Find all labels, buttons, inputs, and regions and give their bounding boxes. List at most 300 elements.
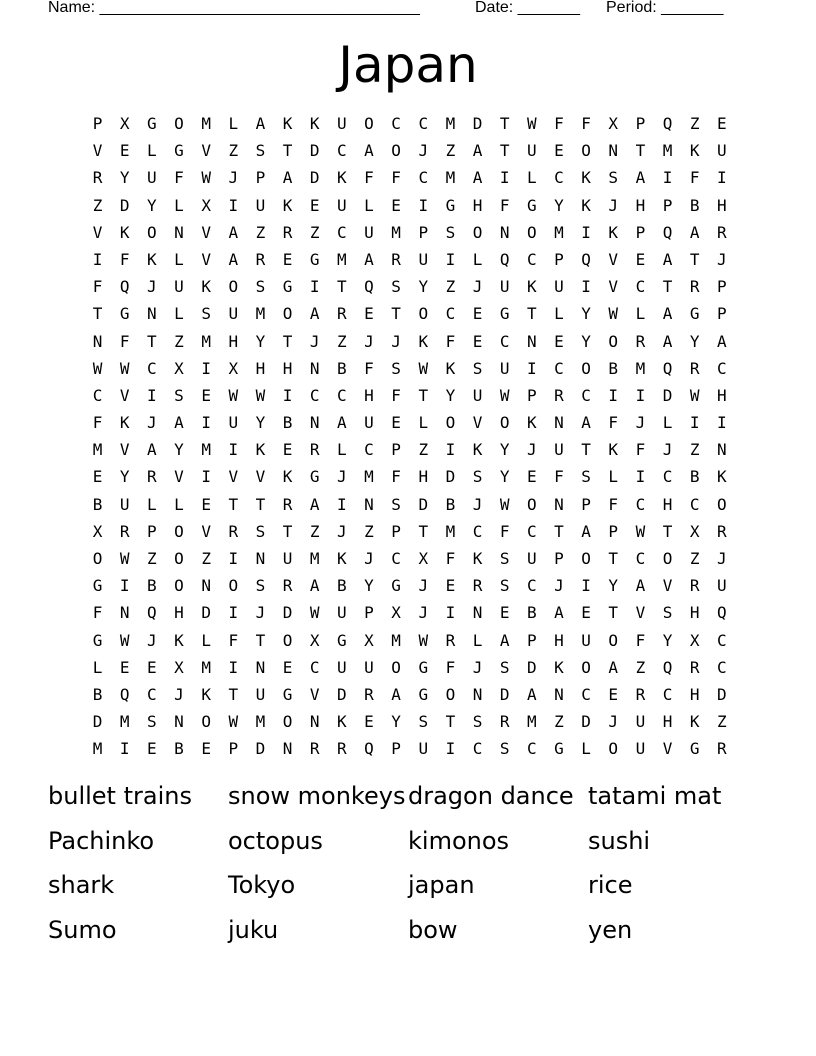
grid-letter: J [527, 440, 537, 460]
grid-letter: C [581, 385, 591, 405]
grid-letter: J [147, 630, 157, 650]
grid-letter: A [716, 331, 727, 351]
grid-row [84, 246, 735, 273]
grid-letter: T [418, 521, 429, 541]
grid-letter: Y [608, 576, 619, 596]
grid-letter: L [201, 630, 211, 650]
grid-letter: A [581, 521, 591, 541]
grid-letter: W [255, 385, 266, 405]
grid-letter: B [174, 739, 184, 759]
grid-letter: Y [581, 304, 591, 324]
grid-letter: Y [364, 576, 374, 596]
grid-row [84, 382, 735, 409]
grid-letter: W [201, 168, 211, 188]
grid-letter: M [445, 168, 456, 188]
grid-row [84, 627, 735, 654]
grid-letter: O [527, 494, 537, 514]
grid-letter: F [554, 114, 564, 133]
grid-letter: Q [364, 739, 374, 759]
grid-letter: J [147, 277, 157, 297]
grid-letter: G [337, 630, 347, 650]
grid-letter: O [418, 304, 429, 324]
grid-letter: V [608, 277, 619, 297]
grid-letter: B [92, 494, 103, 514]
grid-letter: R [147, 467, 157, 487]
grid-letter: J [364, 331, 374, 351]
grid-letter: X [689, 521, 700, 541]
grid-letter: P [228, 739, 239, 759]
grid-letter: N [174, 222, 184, 242]
grid-letter: M [364, 467, 374, 487]
word-bank-item: kimonos [408, 826, 510, 855]
grid-letter: V [255, 467, 266, 487]
grid-letter: U [364, 413, 374, 433]
grid-letter: R [689, 657, 700, 677]
grid-letter: U [147, 168, 157, 188]
grid-letter: A [662, 249, 673, 269]
grid-letter: K [554, 657, 564, 677]
grid-letter: V [309, 684, 320, 704]
grid-letter: O [527, 222, 537, 242]
grid-letter: S [255, 576, 266, 596]
grid-letter: S [662, 603, 673, 623]
grid-letter: O [581, 549, 591, 568]
grid-letter: I [228, 195, 239, 215]
grid-letter: V [92, 222, 103, 242]
grid-letter: C [391, 114, 401, 133]
grid-letter: E [282, 657, 293, 677]
grid-row [84, 273, 735, 300]
grid-letter: S [499, 549, 510, 568]
word-bank-item: bow [408, 915, 458, 944]
grid-letter: C [472, 521, 483, 541]
grid-letter: Q [716, 603, 727, 623]
grid-letter: D [309, 141, 320, 161]
grid-letter: T [228, 684, 239, 704]
grid-letter: A [255, 114, 266, 133]
grid-letter: W [499, 385, 510, 405]
grid-letter: R [499, 712, 510, 732]
grid-letter: F [228, 630, 239, 650]
grid-letter: P [418, 222, 429, 242]
grid-letter: M [445, 521, 456, 541]
grid-letter: U [635, 739, 646, 759]
grid-letter: E [201, 739, 211, 759]
grid-letter: L [147, 494, 157, 514]
grid-letter: I [201, 467, 211, 487]
grid-row [84, 545, 735, 572]
grid-letter: G [282, 277, 293, 297]
grid-letter: D [337, 684, 347, 704]
grid-letter: T [499, 114, 510, 133]
grid-letter: K [337, 549, 347, 568]
grid-letter: I [228, 440, 239, 460]
grid-letter: Y [255, 331, 266, 351]
grid-letter: C [635, 277, 646, 297]
grid-letter: D [716, 684, 727, 704]
grid-letter: P [554, 249, 564, 269]
grid-row [84, 654, 735, 681]
grid-letter: E [309, 195, 320, 215]
grid-letter: J [472, 494, 483, 514]
grid-letter: X [174, 657, 184, 677]
grid-letter: G [499, 304, 510, 324]
grid-letter: J [608, 195, 619, 215]
grid-letter: J [418, 141, 429, 161]
word-bank-item: dragon dance [408, 782, 574, 810]
grid-letter: D [581, 712, 591, 732]
grid-letter: L [418, 413, 429, 433]
grid-letter: K [147, 249, 157, 269]
grid-letter: Y [255, 413, 266, 433]
grid-letter: C [527, 739, 537, 759]
grid-letter: F [92, 603, 103, 623]
grid-letter: F [174, 168, 184, 188]
grid-row [84, 164, 735, 191]
grid-letter: M [201, 657, 211, 677]
grid-letter: K [255, 440, 266, 460]
grid-letter: W [228, 712, 239, 732]
grid-letter: L [92, 657, 103, 677]
grid-row [84, 355, 735, 382]
grid-letter: O [499, 413, 510, 433]
grid-letter: A [228, 222, 239, 242]
grid-letter: W [119, 630, 130, 650]
grid-letter: F [635, 630, 646, 650]
grid-letter: G [174, 141, 184, 161]
grid-letter: K [174, 630, 184, 650]
grid-letter: T [92, 304, 103, 324]
grid-letter: N [472, 684, 483, 704]
grid-letter: A [472, 168, 483, 188]
grid-letter: I [581, 222, 591, 242]
grid-letter: L [364, 195, 374, 215]
grid-letter: A [364, 141, 374, 161]
grid-letter: F [364, 168, 374, 188]
grid-letter: I [445, 249, 456, 269]
grid-letter: K [445, 358, 456, 378]
grid-letter: O [92, 549, 103, 568]
grid-letter: O [608, 739, 619, 759]
grid-letter: L [337, 440, 347, 460]
grid-letter: T [581, 440, 591, 460]
grid-letter: R [716, 739, 727, 759]
grid-letter: P [391, 739, 401, 759]
grid-letter: Z [689, 114, 700, 133]
grid-letter: K [119, 413, 130, 433]
grid-letter: R [716, 521, 727, 541]
grid-letter: M [92, 739, 103, 759]
grid-letter: C [662, 467, 673, 487]
grid-letter: L [174, 195, 184, 215]
grid-letter: N [364, 494, 374, 514]
word-bank-item: sushi [588, 826, 651, 855]
grid-letter: B [282, 413, 293, 433]
grid-letter: A [608, 657, 619, 677]
grid-letter: K [201, 277, 211, 297]
grid-letter: P [92, 114, 103, 133]
grid-letter: C [92, 385, 103, 405]
grid-letter: G [418, 657, 429, 677]
grid-letter: Y [445, 385, 456, 405]
grid-letter: Z [716, 712, 727, 732]
grid-letter: S [255, 277, 266, 297]
grid-letter: X [309, 630, 320, 650]
word-bank-item: octopus [228, 826, 323, 855]
word-bank-item: Tokyo [228, 871, 296, 899]
grid-row [84, 409, 735, 436]
grid-letter: U [554, 440, 564, 460]
grid-letter: K [201, 684, 211, 704]
grid-letter: D [255, 739, 266, 759]
name-field-label: Name: ____________________________________ [48, 0, 420, 16]
grid-letter: C [662, 684, 673, 704]
grid-row [84, 137, 735, 164]
grid-letter: U [499, 358, 510, 378]
grid-letter: A [499, 630, 510, 650]
grid-letter: E [445, 576, 456, 596]
grid-letter: K [337, 168, 347, 188]
grid-letter: F [499, 521, 510, 541]
grid-letter: T [499, 141, 510, 161]
grid-letter: U [716, 141, 727, 161]
grid-letter: N [554, 494, 564, 514]
grid-letter: H [255, 358, 266, 378]
word-bank-item: juku [228, 915, 279, 944]
grid-letter: T [445, 712, 456, 732]
grid-letter: W [689, 385, 700, 405]
grid-letter: Y [119, 168, 130, 188]
grid-letter: Q [364, 277, 374, 297]
grid-letter: J [716, 249, 727, 269]
grid-letter: Q [662, 358, 673, 378]
grid-letter: N [309, 712, 320, 732]
grid-letter: Y [499, 440, 510, 460]
word-bank-item: shark [48, 871, 115, 899]
grid-letter: N [608, 141, 619, 161]
grid-letter: N [201, 576, 211, 596]
grid-letter: R [228, 521, 239, 541]
grid-letter: R [391, 249, 401, 269]
grid-letter: P [662, 195, 673, 215]
grid-letter: G [282, 684, 293, 704]
grid-letter: U [527, 141, 537, 161]
grid-letter: U [581, 630, 591, 650]
grid-letter: V [228, 467, 239, 487]
grid-letter: C [309, 657, 320, 677]
grid-letter: C [716, 630, 727, 650]
word-bank-item: Sumo [48, 915, 117, 944]
grid-letter: K [282, 114, 293, 133]
grid-letter: E [119, 657, 130, 677]
grid-row [84, 735, 735, 762]
grid-letter: Z [554, 712, 564, 732]
grid-row [84, 572, 735, 599]
grid-letter: B [337, 358, 347, 378]
grid-letter: N [472, 603, 483, 623]
grid-letter: F [445, 331, 456, 351]
grid-letter: X [201, 195, 211, 215]
grid-letter: R [309, 440, 320, 460]
grid-letter: A [635, 576, 646, 596]
grid-letter: E [527, 467, 537, 487]
grid-letter: A [174, 413, 184, 433]
grid-letter: A [662, 331, 673, 351]
grid-letter: T [391, 304, 401, 324]
grid-letter: C [716, 657, 727, 677]
grid-letter: T [147, 331, 157, 351]
grid-letter: Y [119, 467, 130, 487]
grid-letter: Y [554, 195, 564, 215]
grid-letter: A [554, 603, 564, 623]
grid-letter: T [608, 549, 619, 568]
grid-letter: O [147, 222, 157, 242]
grid-letter: H [554, 630, 564, 650]
grid-letter: A [391, 684, 401, 704]
grid-letter: U [499, 277, 510, 297]
grid-letter: A [635, 168, 646, 188]
grid-letter: R [635, 331, 646, 351]
grid-letter: Z [147, 549, 157, 568]
grid-letter: V [174, 467, 184, 487]
grid-letter: L [147, 141, 157, 161]
grid-letter: U [554, 277, 564, 297]
grid-letter: M [255, 712, 266, 732]
grid-letter: T [554, 521, 564, 541]
grid-letter: T [255, 630, 266, 650]
grid-letter: M [201, 331, 211, 351]
grid-letter: U [337, 603, 347, 623]
grid-letter: W [92, 358, 103, 378]
grid-letter: Q [662, 114, 673, 133]
grid-letter: F [119, 249, 130, 269]
word-bank-item: snow monkeys [228, 782, 406, 810]
grid-letter: O [174, 114, 184, 133]
grid-letter: T [228, 494, 239, 514]
grid-letter: R [282, 222, 293, 242]
grid-letter: O [228, 576, 239, 596]
grid-letter: P [391, 521, 401, 541]
grid-letter: Z [445, 277, 456, 297]
grid-letter: K [472, 549, 483, 568]
grid-letter: R [255, 249, 266, 269]
grid-letter: I [581, 576, 591, 596]
grid-letter: R [337, 739, 347, 759]
grid-letter: M [92, 440, 103, 460]
grid-letter: Q [662, 222, 673, 242]
grid-letter: U [255, 684, 266, 704]
grid-letter: S [147, 712, 157, 732]
grid-letter: R [472, 576, 483, 596]
grid-letter: A [228, 249, 239, 269]
grid-letter: I [119, 739, 130, 759]
grid-letter: Z [255, 222, 266, 242]
grid-letter: R [689, 358, 700, 378]
grid-letter: L [174, 249, 184, 269]
grid-letter: M [201, 114, 211, 133]
grid-letter: K [581, 168, 591, 188]
word-search-grid [84, 110, 735, 763]
grid-letter: O [391, 141, 401, 161]
grid-letter: I [147, 385, 157, 405]
grid-letter: P [635, 222, 646, 242]
grid-letter: Y [581, 331, 591, 351]
grid-letter: A [147, 440, 157, 460]
grid-letter: T [527, 304, 537, 324]
grid-letter: J [391, 331, 401, 351]
grid-letter: B [527, 603, 537, 623]
grid-letter: G [391, 576, 401, 596]
grid-letter: G [309, 249, 320, 269]
grid-letter: Z [445, 141, 456, 161]
grid-letter: A [364, 249, 374, 269]
grid-letter: F [391, 168, 401, 188]
grid-row [84, 436, 735, 463]
grid-letter: W [499, 494, 510, 514]
grid-letter: L [472, 630, 483, 650]
period-field-label: Period: _______ [606, 0, 724, 16]
grid-letter: C [391, 549, 401, 568]
grid-letter: B [147, 576, 157, 596]
grid-letter: J [174, 684, 184, 704]
grid-letter: L [174, 304, 184, 324]
grid-letter: I [608, 385, 619, 405]
grid-letter: U [635, 712, 646, 732]
grid-letter: O [445, 413, 456, 433]
grid-letter: A [472, 141, 483, 161]
grid-letter: U [228, 304, 239, 324]
grid-letter: G [689, 304, 700, 324]
grid-letter: E [201, 494, 211, 514]
grid-letter: V [119, 440, 130, 460]
grid-letter: F [581, 114, 591, 133]
grid-row [84, 708, 735, 735]
grid-letter: E [635, 249, 646, 269]
grid-letter: D [418, 494, 429, 514]
grid-letter: N [499, 222, 510, 242]
grid-letter: I [581, 277, 591, 297]
grid-letter: M [391, 630, 401, 650]
grid-letter: U [364, 657, 374, 677]
grid-letter: X [119, 114, 130, 133]
grid-letter: H [662, 494, 673, 514]
grid-letter: R [309, 739, 320, 759]
grid-letter: G [119, 304, 130, 324]
grid-letter: B [337, 576, 347, 596]
grid-letter: O [364, 114, 374, 133]
grid-letter: L [527, 168, 537, 188]
grid-letter: I [337, 494, 347, 514]
grid-letter: K [716, 467, 727, 487]
grid-letter: Q [662, 657, 673, 677]
grid-letter: L [635, 304, 646, 324]
grid-letter: I [662, 168, 673, 188]
grid-letter: F [499, 195, 510, 215]
grid-letter: Y [689, 331, 700, 351]
grid-letter: P [635, 114, 646, 133]
grid-letter: C [635, 549, 646, 568]
word-bank-item: bullet trains [48, 782, 192, 810]
grid-letter: X [174, 358, 184, 378]
grid-letter: S [472, 358, 483, 378]
grid-letter: P [554, 549, 564, 568]
grid-letter: I [527, 358, 537, 378]
grid-letter: A [527, 684, 537, 704]
grid-letter: C [418, 168, 429, 188]
grid-letter: N [554, 684, 564, 704]
grid-letter: F [608, 413, 619, 433]
grid-letter: Z [201, 549, 211, 568]
